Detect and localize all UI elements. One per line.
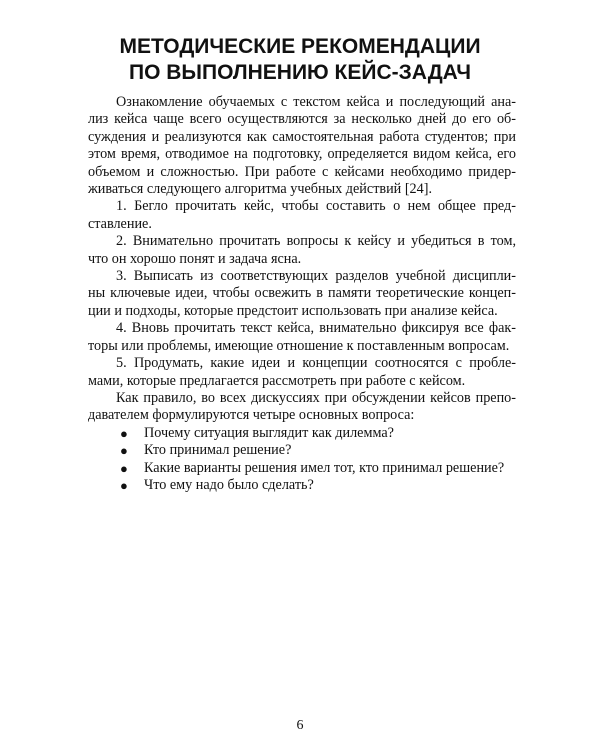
list-item xyxy=(88,442,516,459)
text-line: 1. Бегло прочитать кейс, чтобы составить о нем общее пред- xyxy=(116,198,516,215)
bullet-icon: ● xyxy=(120,443,128,459)
list-item-text: Что ему надо было сделать? xyxy=(144,476,314,493)
page-number: 6 xyxy=(296,718,304,733)
bullet-icon: ● xyxy=(120,425,128,441)
text-line: живаться следующего алгоритма учебных действий [24]. xyxy=(88,181,433,198)
step-3-paragraph xyxy=(88,268,516,320)
text-line: лиз кейса чаще всего осуществляются за несколько дней до его об- xyxy=(88,111,516,128)
text-line: 2. Внимательно прочитать вопросы к кейсу и убедиться в том, xyxy=(116,233,516,250)
text-line: объемом и сложностью. При работе с кейсами необходимо придер- xyxy=(88,163,516,180)
text-line: суждения и реализуются как самостоятельная работа студентов; при xyxy=(88,128,516,145)
text-line: 3. Выписать из соответствующих разделов учебной дисципли- xyxy=(116,268,516,285)
questions-list xyxy=(88,425,516,495)
text-line: что он хорошо понят и задача ясна. xyxy=(88,250,302,267)
body-text xyxy=(88,94,516,494)
text-line: ны ключевые идеи, чтобы освежить в памяти теоретические концеп- xyxy=(88,285,516,302)
text-line: этом время, отводимое на подготовку, определяется видом кейса, его xyxy=(88,146,516,163)
bullet-icon: ● xyxy=(120,460,128,476)
title-line-2: ПО ВЫПОЛНЕНИЮ КЕЙС-ЗАДАЧ xyxy=(128,61,471,84)
list-item xyxy=(88,460,516,477)
text-line: Ознакомление обучаемых с текстом кейса и последующий ана- xyxy=(116,94,516,110)
bullet-icon: ● xyxy=(120,477,128,493)
text-line: ставление. xyxy=(88,215,152,232)
text-line: мами, которые предлагается рассмотреть при работе с кейсом. xyxy=(88,372,466,389)
list-item-text: Какие варианты решения имел тот, кто принимал решение? xyxy=(144,459,505,476)
text-line: Как правило, во всех дискуссиях при обсуждении кейсов препо- xyxy=(116,389,516,406)
step-4-paragraph xyxy=(88,320,516,355)
text-line: 5. Продумать, какие идеи и концепции соотносятся с пробле- xyxy=(116,355,516,372)
list-item xyxy=(88,477,516,494)
page-title xyxy=(0,34,600,86)
title-line-1: МЕТОДИЧЕСКИЕ РЕКОМЕНДАЦИИ xyxy=(119,35,481,58)
text-line: ции и подходы, которые предстоит использовать при анализе кейса. xyxy=(88,302,498,319)
step-1-paragraph xyxy=(88,198,516,233)
step-5-paragraph xyxy=(88,355,516,390)
list-item-text: Почему ситуация выглядит как дилемма? xyxy=(144,424,394,441)
list-item-text: Кто принимал решение? xyxy=(144,442,292,459)
intro-paragraph xyxy=(88,94,516,198)
list-item xyxy=(88,425,516,442)
questions-intro-paragraph xyxy=(88,390,516,425)
text-line: торы или проблемы, имеющие отношение к поставленным вопросам. xyxy=(88,337,510,354)
step-2-paragraph xyxy=(88,233,516,268)
text-line: 4. Вновь прочитать текст кейса, внимательно фиксируя все фак- xyxy=(116,320,516,337)
text-line: давателем формулируются четыре основных вопроса: xyxy=(88,407,415,424)
